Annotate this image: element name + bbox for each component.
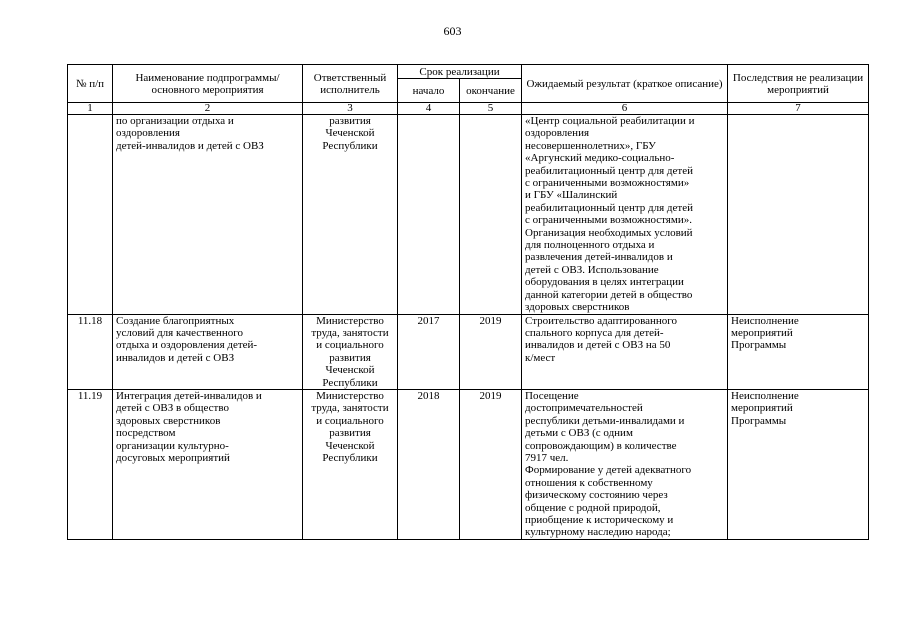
row-end: 2019	[460, 389, 522, 539]
column-number: 1	[68, 103, 113, 115]
header-name: Наименование подпрограммы/ основного мероприятия	[113, 65, 303, 103]
column-number: 3	[303, 103, 398, 115]
row-executor: Министерство труда, занятости и социального развития Чеченской Республики	[303, 314, 398, 389]
table-row	[68, 314, 869, 389]
row-consequence: Неисполнение мероприятий Программы	[728, 389, 869, 539]
row-name: Создание благоприятных условий для качественного отдыха и оздоровления детей- инвалидов и детей с ОВЗ	[113, 314, 303, 389]
column-number: 4	[398, 103, 460, 115]
row-name: Интеграция детей-инвалидов и детей с ОВЗ в общество здоровых сверстников посредством организации культурно- досуговых мероприятий	[113, 389, 303, 539]
row-end: 2019	[460, 314, 522, 389]
row-num	[68, 115, 113, 315]
row-num: 11.18	[68, 314, 113, 389]
page-number: 603	[443, 24, 462, 38]
row-num: 11.19	[68, 389, 113, 539]
row-consequence: Неисполнение мероприятий Программы	[728, 314, 869, 389]
row-result: «Центр социальной реабилитации и оздоровления несовершеннолетних», ГБУ «Аргунский медико-социально- реабилитационный центр для детей с ограниченными возможностями» и ГБУ «Шалинский реабилитационный центр для детей с ограниченными возможностями». Организация необходимых условий для полноценного отдыха и развлечения детей-инвалидов и детей с ОВЗ. Использование оборудования в целях интеграции данной категории детей в общество здоровых сверстников	[522, 115, 728, 315]
row-executor: Министерство труда, занятости и социального развития Чеченской Республики	[303, 389, 398, 539]
header-num: № п/п	[68, 65, 113, 103]
row-consequence	[728, 115, 869, 315]
row-result: Строительство адаптированного спального корпуса для детей- инвалидов и детей с ОВЗ на 50 к/мест	[522, 314, 728, 389]
row-result: Посещение достопримечательностей республики детьми-инвалидами и детьми с ОВЗ (с одним сопровождающим) в количестве 7917 чел. Формирование у детей адекватного отношения к собственному физическому состоянию через общение с родной природой, приобщение к историческому и культурному наследию народа;	[522, 389, 728, 539]
header-executor: Ответственный исполнитель	[303, 65, 398, 103]
table-row	[68, 389, 869, 539]
column-number: 2	[113, 103, 303, 115]
row-end	[460, 115, 522, 315]
column-number: 6	[522, 103, 728, 115]
program-activities-table	[67, 64, 869, 540]
header-consequence: Последствия не реализации мероприятий	[728, 65, 869, 103]
table-row	[68, 115, 869, 315]
header-end: окончание	[460, 79, 522, 103]
row-start: 2018	[398, 389, 460, 539]
row-start: 2017	[398, 314, 460, 389]
header-result: Ожидаемый результат (краткое описание)	[522, 65, 728, 103]
row-name: по организации отдыха и оздоровления детей-инвалидов и детей с ОВЗ	[113, 115, 303, 315]
header-start: начало	[398, 79, 460, 103]
column-number: 7	[728, 103, 869, 115]
column-number: 5	[460, 103, 522, 115]
header-term: Срок реализации	[398, 65, 522, 79]
row-start	[398, 115, 460, 315]
row-executor: развития Чеченской Республики	[303, 115, 398, 315]
